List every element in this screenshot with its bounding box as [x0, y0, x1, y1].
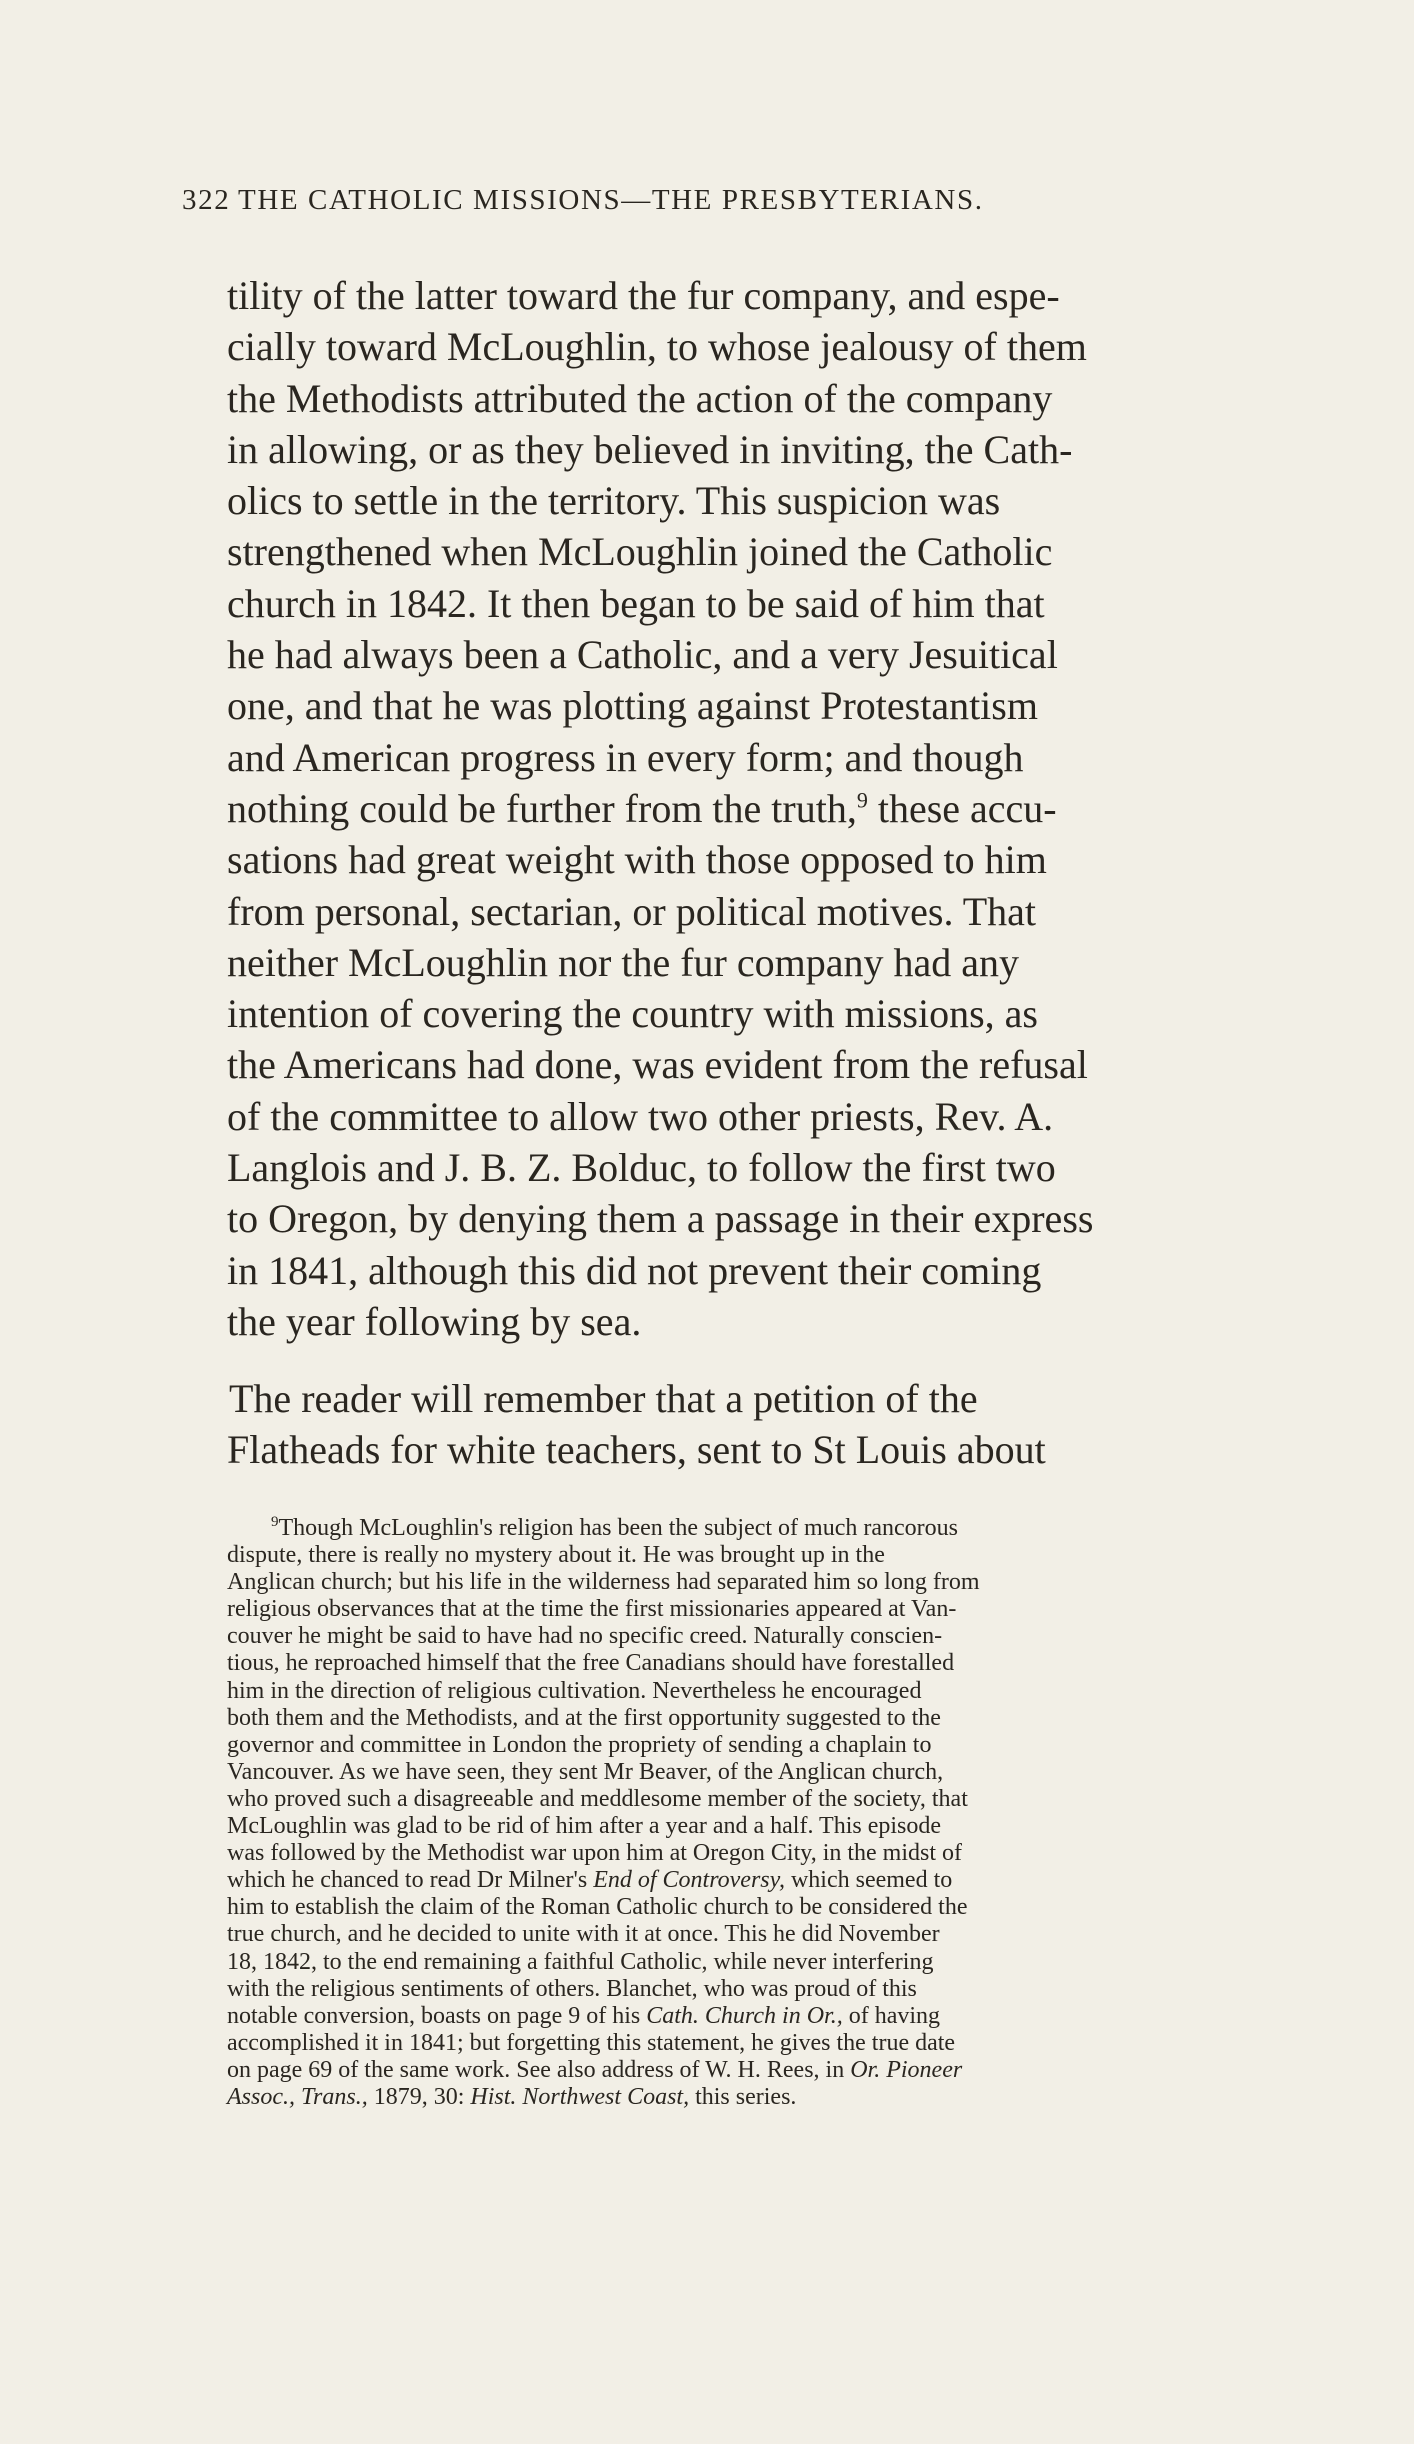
footnote-line: with the religious sentiments of others. Blanchet, who was proud of this [227, 1975, 917, 2002]
running-head-title: THE CATHOLIC MISSIONS—THE PRESBYTERIANS. [238, 184, 984, 216]
body-line: Flatheads for white teachers, sent to St Louis about [227, 1427, 1046, 1473]
book-title: Assoc., Trans., [227, 2083, 368, 2110]
body-line: the year following by sea. [227, 1298, 642, 1344]
footnote-section [227, 1515, 1317, 2111]
footnote-first-line [227, 1515, 1317, 1542]
body-line: one, and that he was plotting against Protestantism [227, 683, 1038, 729]
footnote-text: notable conversion, boasts on page 9 of his [227, 2002, 647, 2029]
paragraph-1 [227, 270, 1317, 1347]
footnote-line [227, 1867, 1317, 1894]
body-line: neither McLoughlin nor the fur company had any [227, 939, 1019, 985]
body-line: of the committee to allow two other priests, Rev. A. [227, 1093, 1054, 1139]
body-line-with-footnote-ref [227, 783, 1317, 834]
footnote-text: on page 69 of the same work. See also address of W. H. Rees, in [227, 2056, 851, 2083]
footnote-line: 18, 1842, to the end remaining a faithful Catholic, while never interfering [227, 1948, 934, 1975]
body-line: the Americans had done, was evident from the refusal [227, 1042, 1088, 1088]
line-text: nothing could be further from the truth, [227, 785, 857, 831]
footnote-text: this series. [689, 2083, 797, 2110]
page-number: 322 [182, 184, 231, 216]
footnote-line: tious, he reproached himself that the free Canadians should have forestalled [227, 1650, 955, 1677]
footnote-line: both them and the Methodists, and at the first opportunity suggested to the [227, 1704, 941, 1731]
footnote-line: true church, and he decided to unite with it at once. This he did November [227, 1921, 940, 1948]
footnote-line: him in the direction of religious cultivation. Nevertheless he encouraged [227, 1677, 922, 1704]
body-line: in 1841, although this did not prevent their coming [227, 1247, 1042, 1293]
body-line: intention of covering the country with missions, as [227, 991, 1038, 1037]
footnote-line: McLoughlin was glad to be rid of him after a year and a half. This episode [227, 1813, 942, 1840]
footnote-line: was followed by the Methodist war upon him at Oregon City, in the midst of [227, 1840, 963, 1867]
footnote-line: Anglican church; but his life in the wilderness had separated him so long from [227, 1569, 980, 1596]
footnote-line: governor and committee in London the propriety of sending a chaplain to [227, 1731, 932, 1758]
body-line: and American progress in every form; and though [227, 734, 1024, 780]
book-title: Hist. Northwest Coast, [470, 2083, 690, 2110]
footnote-reference[interactable]: 9 [856, 787, 868, 813]
body-line: The reader will remember that a petition of the [229, 1376, 978, 1421]
body-line: from personal, sectarian, or political motives. That [227, 888, 1037, 934]
body-line: sations had great weight with those opposed to him [227, 837, 1047, 883]
footnote-line: who proved such a disagreeable and meddlesome member of the society, that [227, 1785, 968, 1812]
running-head [182, 183, 1222, 217]
book-title: Cath. Church in Or., [646, 2002, 843, 2029]
footnote-text: Though McLoughlin's religion has been the subject of much rancorous [278, 1515, 958, 1541]
body-line: olics to settle in the territory. This suspicion was [227, 478, 1001, 524]
footnote-line: couver he might be said to have had no specific creed. Naturally conscien- [227, 1623, 943, 1650]
body-line: he had always been a Catholic, and a very Jesuitical [227, 632, 1058, 678]
body-line: cially toward McLoughlin, to whose jealousy of them [227, 324, 1087, 370]
book-title: Or. Pioneer [850, 2056, 963, 2083]
book-title: End of Controversy, [593, 1867, 785, 1894]
paragraph-2 [227, 1373, 1317, 1476]
footnote-marker: 9 [271, 1514, 279, 1530]
footnote-line [227, 2003, 1317, 2030]
footnote-text: of having [842, 2002, 941, 2029]
body-line: in allowing, or as they believed in inviting, the Cath- [227, 426, 1073, 472]
footnote-text: 1879, 30: [367, 2083, 471, 2110]
body-line: strengthened when McLoughlin joined the Catholic [227, 529, 1053, 575]
footnote-line: religious observances that at the time the first missionaries appeared at Van- [227, 1596, 957, 1623]
body-line: Langlois and J. B. Z. Bolduc, to follow the first two [227, 1145, 1056, 1191]
footnote-line [227, 2057, 1317, 2084]
footnote-text: which he chanced to read Dr Milner's [227, 1867, 594, 1894]
body-line: tility of the latter toward the fur company, and espe- [227, 273, 1060, 318]
footnote-line: dispute, there is really no mystery about it. He was brought up in the [227, 1542, 885, 1569]
body-line: the Methodists attributed the action of the company [227, 375, 1053, 421]
line-text: these accu- [867, 785, 1057, 831]
body-line: to Oregon, by denying them a passage in their express [227, 1196, 1094, 1242]
footnote-line: accomplished it in 1841; but forgetting this statement, he gives the true date [227, 2029, 956, 2056]
footnote-text: which seemed to [784, 1867, 953, 1894]
body-line: church in 1842. It then began to be said of him that [227, 580, 1045, 626]
footnote-line [227, 2084, 1317, 2111]
footnote-line: Vancouver. As we have seen, they sent Mr Beaver, of the Anglican church, [227, 1758, 944, 1785]
footnote-line: him to establish the claim of the Roman Catholic church to be considered the [227, 1894, 968, 1921]
